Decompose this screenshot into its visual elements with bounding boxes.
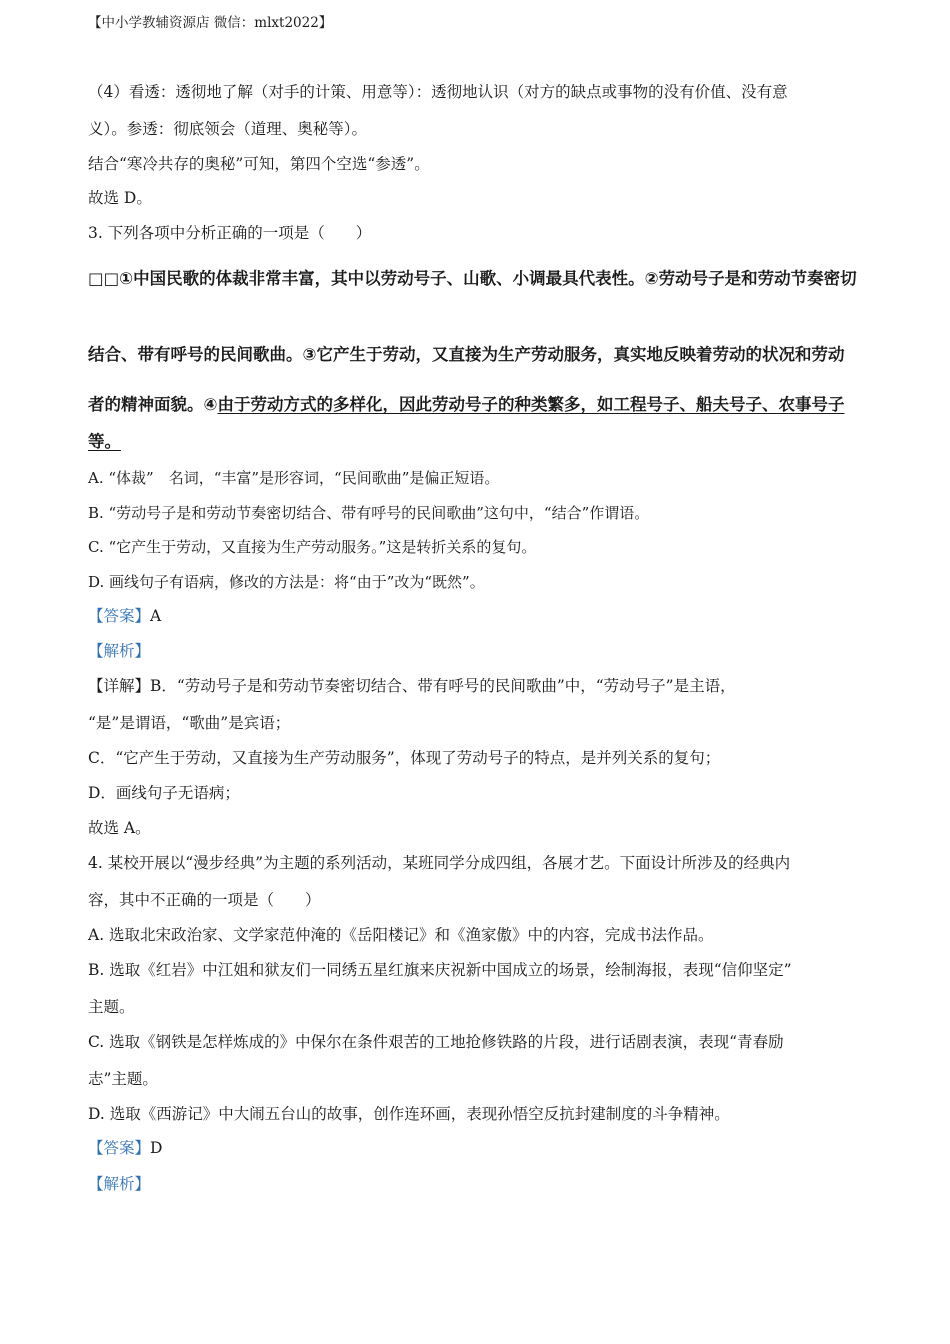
answer-value: D (150, 1139, 163, 1157)
answer-label: 【答案】 (88, 607, 151, 625)
question-4-stem: 4. 某校开展以“漫步经典”为主题的系列活动，某班同学分成四组，各展才艺。下面设计所涉及的经典内 (88, 854, 791, 872)
detail-text: B．“劳动号子是和劳动节奏密切结合、带有呼号的民间歌曲”中，“劳动号子”是主语， (150, 677, 736, 695)
answer-line (88, 1138, 162, 1158)
conclusion-line: 故选 A。 (88, 819, 151, 837)
option-c: C. “它产生于劳动，又直接为生产劳动服务。”这是转折关系的复句。 (88, 538, 537, 556)
answer-label: 【答案】 (88, 1139, 151, 1157)
underlined-sentence: 由于劳动方式的多样化，因此劳动号子的种类繁多，如工程号子、船夫号子、农事号子 (217, 395, 845, 414)
analysis-label: 【解析】 (88, 1175, 151, 1193)
question-3-stem: 3. 下列各项中分析正确的一项是（ ） (88, 224, 372, 242)
question-4-stem: 容，其中不正确的一项是（ ） (88, 891, 321, 909)
answer-value: A (150, 607, 162, 625)
option-d: D. 选取《西游记》中大闹五台山的故事，创作连环画，表现孙悟空反抗封建制度的斗争精神。 (88, 1105, 730, 1123)
underlined-sentence-end: 等。 (88, 432, 121, 451)
option-a: A. “体裁” 名词，“丰富”是形容词，“民间歌曲”是偏正短语。 (88, 469, 500, 487)
detail-line: “是”是谓语，“歌曲”是宾语； (88, 714, 291, 732)
text-line: 结合“寒冷共存的奥秘”可知，第四个空选“参透”。 (88, 155, 430, 173)
option-c: C. 选取《钢铁是怎样炼成的》中保尔在条件艰苦的工地抢修铁路的片段，进行话剧表演，表现“青春励 (88, 1033, 784, 1051)
option-b-continued: 主题。 (88, 998, 135, 1016)
option-b: B. “劳动号子是和劳动节奏密切结合、带有呼号的民间歌曲”这句中，“结合”作谓语。 (88, 504, 650, 522)
answer-line (88, 606, 161, 626)
detail-line: D．画线句子无语病； (88, 784, 240, 802)
passage-line: □□①中国民歌的体裁非常丰富，其中以劳动号子、山歌、小调最具代表性。②劳动号子是和劳动节奏密切 (88, 269, 857, 288)
option-a: A. 选取北宋政治家、文学家范仲淹的《岳阳楼记》和《渔家傲》中的内容，完成书法作品。 (88, 926, 714, 944)
detail-line: C．“它产生于劳动，又直接为生产劳动服务”，体现了劳动号子的特点，是并列关系的复句； (88, 749, 721, 767)
passage-text: 者的精神面貌。④ (88, 395, 218, 414)
text-line: （4）看透：透彻地了解（对手的计策、用意等）：透彻地认识（对方的缺点或事物的没有价值、没有意 (88, 83, 788, 101)
detail-line (88, 676, 736, 696)
passage-line: 结合、带有呼号的民间歌曲。③它产生于劳动，又直接为生产劳动服务，真实地反映着劳动的状况和劳动 (88, 345, 845, 364)
option-d: D. 画线句子有语病，修改的方法是：将“由于”改为“既然”。 (88, 573, 485, 591)
analysis-label: 【解析】 (88, 642, 151, 660)
page-header: 【中小学教辅资源店 微信：mlxt2022】 (88, 15, 333, 31)
text-line: 故选 D。 (88, 189, 152, 207)
option-b: B. 选取《红岩》中江姐和狱友们一同绣五星红旗来庆祝新中国成立的场景，绘制海报，表现“信仰坚定” (88, 961, 792, 979)
text-line: 义）。参透：彻底领会（道理、奥秘等）。 (88, 120, 368, 138)
passage-line (88, 395, 844, 415)
option-c-continued: 志”主题。 (88, 1070, 158, 1088)
detail-label: 【详解】 (88, 677, 151, 695)
passage-line (88, 432, 121, 452)
